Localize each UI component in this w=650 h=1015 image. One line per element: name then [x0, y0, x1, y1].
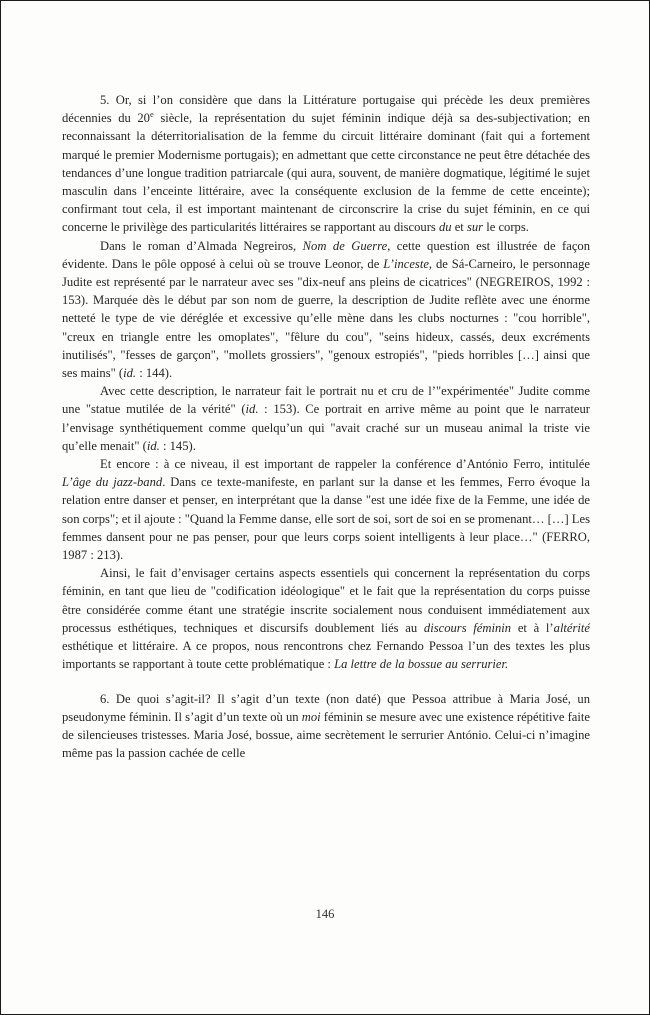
body-text: et à l’ — [511, 620, 554, 635]
body-text: 6. De quoi s’agit-il? Il s’agit d’un texte (non daté) que Pessoa attribue à Maria José, un pseudonyme féminin. Il s’agit d’un texte où un — [62, 691, 590, 724]
body-text: Avec cette description, le narrateur fait le portrait nu et cru de l’"expérimentée" Judite comme une "statue mutilée de la vérité" ( — [62, 384, 590, 417]
body-text: le corps. — [483, 220, 529, 235]
italic-text: sur — [466, 220, 484, 235]
paragraph — [62, 564, 590, 673]
italic-text: id. — [146, 438, 160, 453]
italic-text: L’inceste — [383, 256, 429, 271]
body-text: : 144). — [136, 366, 173, 381]
body-text: Et encore : à ce niveau, il est important de rappeler la conférence d’António Ferro, intitulée — [100, 457, 590, 472]
body-text: féminin se mesure avec une existence répétitive faite de silencieuses tristesses. Maria José, bossue, aime secrètement le serrurier António. Celui-ci n’imagine même pas la passion cachée de celle — [62, 709, 590, 761]
body-text: : 145). — [159, 438, 196, 453]
body-text: , de Sá-Carneiro, le personnage Judite est représenté par le narrateur avec ses "dix-neuf ans pleins de cicatrices" (NEGREIROS, 1992 : 153). Marquée dès le début par son nom de guerre, la description de Judite reflète avec une énorme netteté le type de vie déréglée et excessive qu’elle mène dans les clubs nocturnes : "cou horrible", "creux en triangle entre les omoplates", "fêlure du cou", "seins hideux, cassés, deux excréments inutilisés", "fesses de garçon", "mollets grossiers", "genoux estropiés", "pieds horribles […] ainsi que ses mains" ( — [62, 256, 591, 381]
body-text: Dans le roman d’Almada Negreiros, — [100, 238, 303, 253]
body-text: esthétique et littéraire. A ce propos, nous rencontrons chez Fernando Pessoa l’un des textes les plus importants se rapportant à toute cette problématique : — [62, 639, 590, 672]
body-text: . Dans ce texte-manifeste, en parlant sur la danse et les femmes, Ferro évoque la relation entre danser et penser, en interprétant que la danse "est une idée fixe de la Femme, une idée de son corps"; et il ajoute : "Quand la Femme danse, elle sort de soi, sort de soi en se promenant… […] Les femmes dansent pour ne pas penser, pour que leurs corps soient intelligents à leur place…" (FERRO, 1987 : 213). — [62, 475, 590, 563]
italic-text: moi — [301, 709, 321, 724]
body-text: 5. Or, si l’on considère que dans la Littérature portugaise qui précède les deux premières décennies du 20 — [62, 93, 590, 126]
italic-text: id. — [123, 366, 137, 381]
paragraph — [62, 455, 590, 564]
italic-text: altérité — [553, 620, 591, 635]
paragraph — [62, 91, 590, 237]
body-text: Ainsi, le fait d’envisager certains aspects essentiels qui concernent la représentation du corps féminin, en tant que lieu de "codification idéologique" et le fait que la représentation du corps puisse être considérée comme étant une stratégie inscrite socialement nous conduisent immédiatement aux processus esthétiques, techniques et discursifs doublement liés au — [62, 566, 590, 635]
paragraph — [62, 382, 590, 455]
page-number: 146 — [315, 907, 335, 921]
paragraph — [62, 237, 590, 383]
body-text: et — [451, 220, 467, 235]
italic-text: id. — [245, 402, 259, 417]
italic-text: discours féminin — [423, 620, 512, 635]
page-footer — [1, 907, 649, 922]
italic-text: Nom de Guerre — [302, 238, 388, 253]
body-text: siècle, la représentation du sujet féminin indique déjà sa des-subjectivation; en reconnaissant la déterritorialisation de la femme du circuit littéraire dominant (fait qui a fortement marqué le premier Modernisme portugais); en admettant que cette circonstance ne peut être détachée des tendances d’une longue tradition patriarcale (qui aura, souvent, de manière dogmatique, légitimé le sujet masculin dans l’enceinte littéraire, avec la conséquente exclusion de la femme de cette enceinte); confirmant tout cela, il est important maintenant de circonscrire la crise du sujet féminin, en ce qui concerne le privilège des particularités littéraires se rapportant au discours — [62, 111, 591, 235]
italic-text: L’âge du jazz-band — [62, 475, 163, 490]
paragraph — [62, 690, 590, 763]
text-block — [62, 91, 590, 762]
body-text: , cette question est illustrée de façon évidente. Dans le pôle opposé à celui où se trouve Leonor, de — [62, 238, 590, 271]
superscript-text: e — [149, 109, 154, 120]
italic-text: La lettre de la bossue au serrurier. — [334, 657, 509, 672]
body-text: : 153). Ce portrait en arrive même au point que le narrateur l’envisage synthétiquement comme quelqu’un qui "avait craché sur un museau animal la triste vie qu’elle menait" ( — [62, 402, 590, 453]
italic-text: du — [438, 220, 452, 235]
